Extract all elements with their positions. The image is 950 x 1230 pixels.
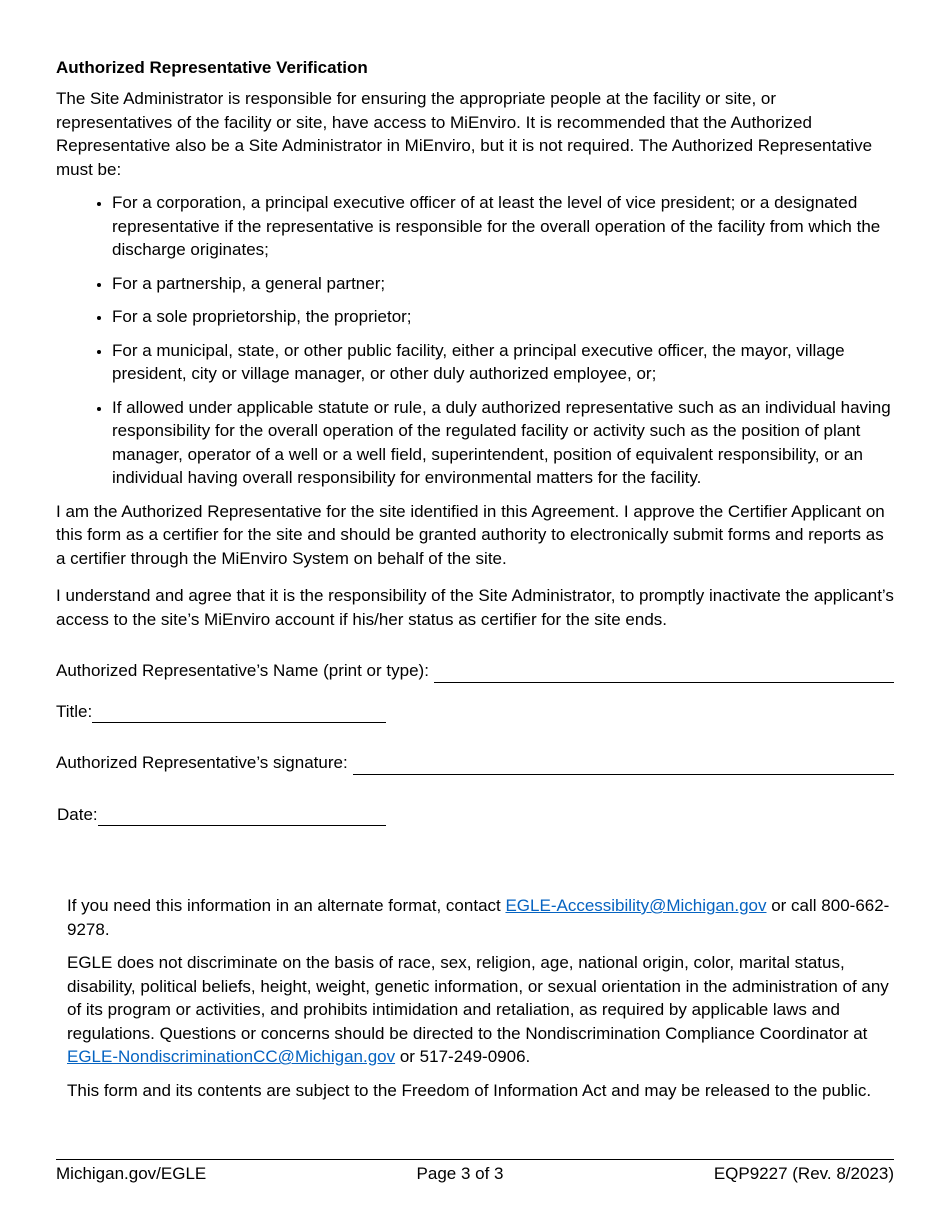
date-line[interactable] <box>98 809 386 826</box>
list-item: • For a municipal, state, or other public facility, either a principal executive officer, the mayor, village president, city or village manager, or other duly authorized employee, or; <box>112 339 894 386</box>
footer-form-number: EQP9227 (Rev. 8/2023) <box>713 1164 894 1183</box>
signature-label: Authorized Representative’s signature: <box>56 753 348 772</box>
footer-website: Michigan.gov/EGLE <box>56 1164 207 1183</box>
requirements-list <box>56 191 894 490</box>
section-title: Authorized Representative Verification <box>56 58 368 77</box>
date-field-row <box>57 803 894 827</box>
footer-page-number: Page 3 of 3 <box>416 1164 504 1183</box>
signature-field-row <box>56 751 894 775</box>
nondiscrimination-email-link[interactable]: EGLE-NondiscriminationCC@Michigan.gov <box>67 1047 396 1066</box>
title-field-row <box>56 700 894 724</box>
list-item: • If allowed under applicable statute or rule, a duly authorized representative such as an individual having responsibility for the overall operation of the regulated facility or activity such as the position of plant manager, operator of a well or a well field, superintendent, position of equivalent responsibility, or an individual having overall responsibility for environmental matters for the facility. <box>112 396 894 490</box>
name-line[interactable] <box>434 666 894 683</box>
approval-paragraph: I am the Authorized Representative for the site identified in this Agreement. I approve the Certifier Applicant on this form as a certifier for the site and should be granted authority to electronically submit forms and reports as a certifier through the MiEnviro System on behalf of the site. <box>56 501 885 568</box>
intro-paragraph: The Site Administrator is responsible for ensuring the appropriate people at the facility or site, or representatives of the facility or site, have access to MiEnviro. It is recommended that the Authorized Representative also be a Site Administrator in MiEnviro, but it is not required. The Authorized Representative must be: <box>56 89 873 179</box>
list-item: • For a partnership, a general partner; <box>112 272 894 296</box>
name-label: Authorized Representative’s Name (print or type): <box>56 661 429 680</box>
name-field-row <box>56 659 894 683</box>
accessibility-email-link[interactable]: EGLE-Accessibility@Michigan.gov <box>505 896 767 915</box>
title-label: Title: <box>56 701 93 721</box>
list-item: • For a sole proprietorship, the proprietor; <box>112 305 894 329</box>
accessibility-notice <box>67 894 893 1112</box>
signature-line[interactable] <box>353 758 894 775</box>
foia-paragraph: This form and its contents are subject to the Freedom of Information Act and may be released to the public. <box>67 1080 872 1100</box>
nondiscrimination-paragraph <box>67 951 893 1069</box>
nondiscrimination-text: EGLE does not discriminate on the basis of race, sex, religion, age, national origin, color, marital status, disability, political beliefs, height, weight, genetic information, or sexual orientation in the administration of any of its program or activities, and prohibits intimidation and retaliation, as required by applicable laws and regulations. Questions or concerns should be directed to the Nondiscrimination Compliance Coordinator at <box>67 953 889 1043</box>
form-page <box>56 56 894 826</box>
list-item: • For a corporation, a principal executive officer of at least the level of vice president; or a designated representative if the representative is responsible for the overall operation of the facility from which the discharge originates; <box>112 191 894 262</box>
date-label: Date: <box>57 804 98 824</box>
page-footer <box>56 1159 894 1186</box>
alt-format-paragraph <box>67 894 893 941</box>
title-line[interactable] <box>92 706 386 723</box>
alt-format-phone: or call 800-662-9278. <box>67 896 890 939</box>
understand-paragraph: I understand and agree that it is the responsibility of the Site Administrator, to promptly inactivate the applicant’s access to the site’s MiEnviro account if his/her status as certifier for the site ends. <box>56 586 894 629</box>
nondiscrimination-phone: or 517-249-0906. <box>395 1047 531 1066</box>
alt-format-text: If you need this information in an alternate format, contact <box>67 896 506 915</box>
